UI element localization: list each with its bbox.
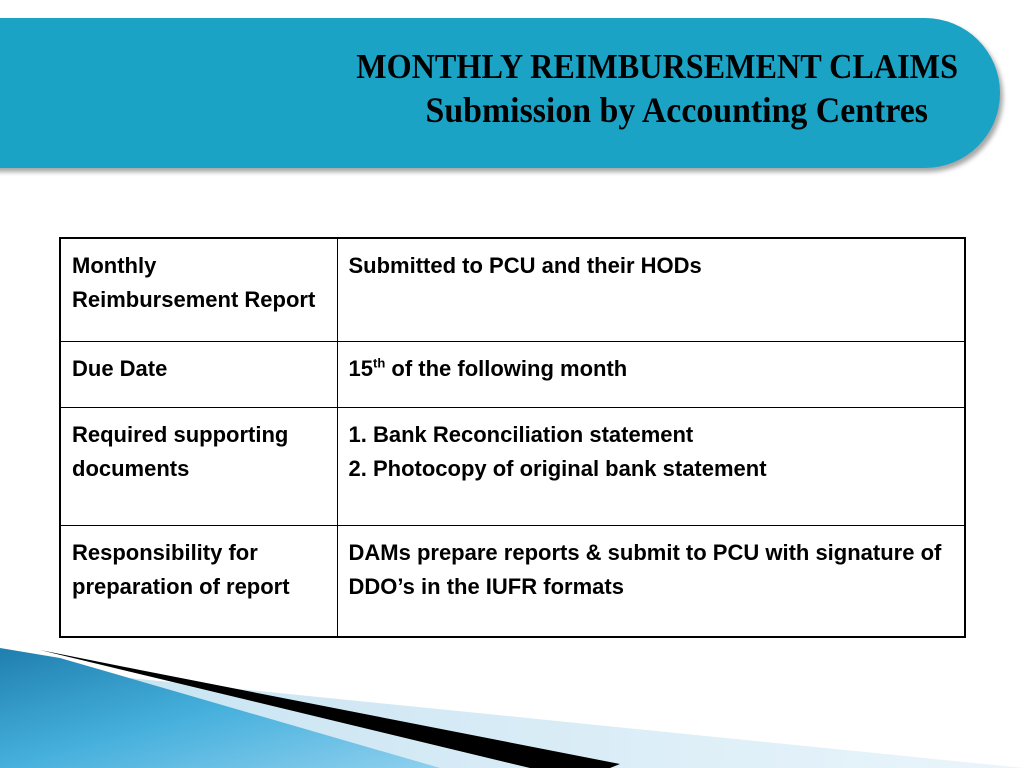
row-value	[337, 341, 965, 407]
due-day-text: of the following month	[385, 355, 628, 381]
table-row	[60, 341, 965, 407]
row-label: Responsibility for preparation of report	[60, 525, 337, 637]
table-row	[60, 407, 965, 525]
due-day-ordinal: th	[372, 355, 386, 371]
slide-subtitle: Submission by Accounting Centres	[425, 89, 928, 130]
row-value: Submitted to PCU and their HODs	[337, 238, 965, 341]
info-table	[59, 237, 966, 638]
row-label: Due Date	[60, 341, 337, 407]
row-value: DAMs prepare reports & submit to PCU with signature of DDO’s in the IUFR formats	[337, 525, 965, 637]
row-value	[337, 407, 965, 525]
document-item: 1. Bank Reconciliation statement	[348, 421, 694, 447]
row-label: Monthly Reimbursement Report	[60, 238, 337, 341]
document-item: 2. Photocopy of original bank statement	[348, 455, 767, 481]
table-row	[60, 525, 965, 637]
table-row	[60, 238, 965, 341]
row-label: Required supporting documents	[60, 407, 337, 525]
title-block	[0, 46, 958, 133]
corner-decoration	[0, 640, 1024, 768]
due-day-number: 15	[348, 355, 373, 381]
slide-title: MONTHLY REIMBURSEMENT CLAIMS	[356, 47, 958, 86]
